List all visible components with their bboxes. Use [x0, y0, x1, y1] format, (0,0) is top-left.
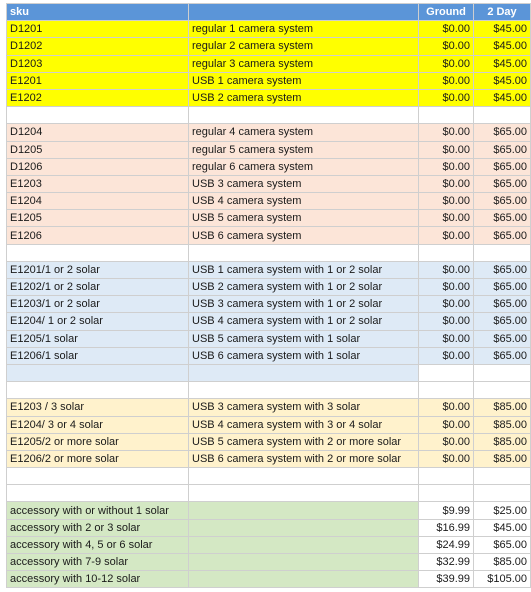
ground-cell[interactable]: $16.99 [419, 519, 474, 536]
header-row [7, 4, 531, 21]
two-day-cell[interactable]: $45.00 [474, 55, 531, 72]
table-row [7, 399, 531, 416]
sku-cell[interactable]: D1204 [7, 124, 189, 141]
table-row [7, 38, 531, 55]
empty-cell[interactable] [474, 107, 531, 124]
description-cell[interactable]: USB 4 camera system [189, 193, 419, 210]
sku-cell[interactable]: D1206 [7, 158, 189, 175]
sku-cell[interactable]: E1205/2 or more solar [7, 433, 189, 450]
two-day-cell[interactable]: $45.00 [474, 72, 531, 89]
two-day-cell[interactable]: $65.00 [474, 227, 531, 244]
table-row [7, 571, 531, 588]
empty-cell[interactable] [7, 485, 189, 502]
table-row [7, 210, 531, 227]
ground-cell[interactable]: $0.00 [419, 210, 474, 227]
ground-cell[interactable]: $0.00 [419, 347, 474, 364]
description-cell[interactable]: USB 4 camera system with 1 or 2 solar [189, 313, 419, 330]
empty-row [7, 485, 531, 502]
description-cell[interactable]: USB 5 camera system [189, 210, 419, 227]
empty-cell[interactable] [189, 244, 419, 261]
two-day-cell[interactable]: $65.00 [474, 536, 531, 553]
ground-cell[interactable]: $0.00 [419, 141, 474, 158]
table-row [7, 227, 531, 244]
sku-cell[interactable]: accessory with 10-12 solar [7, 571, 189, 588]
table-row [7, 141, 531, 158]
empty-cell[interactable] [474, 382, 531, 399]
ground-cell[interactable]: $0.00 [419, 55, 474, 72]
table-row [7, 502, 531, 519]
sku-cell[interactable]: accessory with or without 1 solar [7, 502, 189, 519]
two-day-cell[interactable]: $65.00 [474, 124, 531, 141]
two-day-cell[interactable]: $85.00 [474, 450, 531, 467]
empty-cell[interactable] [7, 382, 189, 399]
empty-row [7, 244, 531, 261]
two-day-cell[interactable]: $65.00 [474, 210, 531, 227]
sku-cell[interactable]: E1206/1 solar [7, 347, 189, 364]
ground-cell[interactable]: $0.00 [419, 261, 474, 278]
sku-cell[interactable]: E1201 [7, 72, 189, 89]
table-row [7, 296, 531, 313]
header-description[interactable] [189, 4, 419, 21]
sku-cell[interactable]: E1204/ 3 or 4 solar [7, 416, 189, 433]
two-day-cell[interactable]: $25.00 [474, 502, 531, 519]
description-cell[interactable] [189, 502, 419, 519]
table-row [7, 416, 531, 433]
description-cell[interactable]: USB 6 camera system with 1 solar [189, 347, 419, 364]
table-row [7, 124, 531, 141]
sku-cell[interactable]: E1206/2 or more solar [7, 450, 189, 467]
sku-cell[interactable]: D1203 [7, 55, 189, 72]
ground-cell[interactable]: $0.00 [419, 450, 474, 467]
ground-cell[interactable]: $24.99 [419, 536, 474, 553]
ground-cell[interactable]: $32.99 [419, 554, 474, 571]
two-day-cell[interactable]: $65.00 [474, 330, 531, 347]
table-row [7, 89, 531, 106]
empty-cell[interactable] [7, 468, 189, 485]
table-row [7, 279, 531, 296]
empty-cell[interactable] [474, 244, 531, 261]
sku-cell[interactable]: D1205 [7, 141, 189, 158]
two-day-cell[interactable]: $45.00 [474, 519, 531, 536]
description-cell[interactable]: USB 2 camera system with 1 or 2 solar [189, 279, 419, 296]
two-day-cell[interactable]: $65.00 [474, 347, 531, 364]
pricing-sheet [6, 3, 531, 588]
ground-cell[interactable]: $0.00 [419, 193, 474, 210]
two-day-cell[interactable]: $85.00 [474, 433, 531, 450]
ground-cell[interactable]: $0.00 [419, 227, 474, 244]
description-cell[interactable]: USB 1 camera system [189, 72, 419, 89]
empty-cell[interactable] [7, 364, 189, 381]
ground-cell[interactable]: $0.00 [419, 330, 474, 347]
two-day-cell[interactable]: $65.00 [474, 296, 531, 313]
ground-cell[interactable]: $0.00 [419, 21, 474, 38]
description-cell[interactable]: USB 5 camera system with 1 solar [189, 330, 419, 347]
description-cell[interactable]: USB 5 camera system with 2 or more solar [189, 433, 419, 450]
sku-cell[interactable]: E1204 [7, 193, 189, 210]
empty-cell[interactable] [419, 364, 474, 381]
description-cell[interactable] [189, 554, 419, 571]
ground-cell[interactable]: $0.00 [419, 279, 474, 296]
description-cell[interactable] [189, 536, 419, 553]
description-cell[interactable]: USB 1 camera system with 1 or 2 solar [189, 261, 419, 278]
empty-cell[interactable] [419, 468, 474, 485]
two-day-cell[interactable]: $85.00 [474, 399, 531, 416]
ground-cell[interactable]: $0.00 [419, 416, 474, 433]
header-2day[interactable]: 2 Day [474, 4, 531, 21]
empty-cell[interactable] [474, 364, 531, 381]
two-day-cell[interactable]: $85.00 [474, 416, 531, 433]
table-row [7, 72, 531, 89]
description-cell[interactable]: USB 3 camera system with 1 or 2 solar [189, 296, 419, 313]
ground-cell[interactable]: $9.99 [419, 502, 474, 519]
two-day-cell[interactable]: $65.00 [474, 261, 531, 278]
description-cell[interactable]: regular 5 camera system [189, 141, 419, 158]
ground-cell[interactable]: $0.00 [419, 175, 474, 192]
two-day-cell[interactable]: $45.00 [474, 21, 531, 38]
sku-cell[interactable]: E1203/1 or 2 solar [7, 296, 189, 313]
description-cell[interactable]: USB 3 camera system with 3 solar [189, 399, 419, 416]
sku-cell[interactable]: accessory with 4, 5 or 6 solar [7, 536, 189, 553]
description-cell[interactable]: USB 6 camera system with 2 or more solar [189, 450, 419, 467]
sku-cell[interactable]: accessory with 7-9 solar [7, 554, 189, 571]
table-row [7, 193, 531, 210]
table-row [7, 261, 531, 278]
empty-cell[interactable] [419, 107, 474, 124]
sku-cell[interactable]: E1203 / 3 solar [7, 399, 189, 416]
ground-cell[interactable]: $0.00 [419, 313, 474, 330]
table-row [7, 175, 531, 192]
two-day-cell[interactable]: $65.00 [474, 193, 531, 210]
empty-cell[interactable] [189, 107, 419, 124]
two-day-cell[interactable]: $65.00 [474, 141, 531, 158]
description-cell[interactable]: USB 3 camera system [189, 175, 419, 192]
empty-cell[interactable] [189, 485, 419, 502]
two-day-cell[interactable]: $45.00 [474, 89, 531, 106]
table-row [7, 330, 531, 347]
ground-cell[interactable]: $0.00 [419, 433, 474, 450]
empty-cell[interactable] [474, 468, 531, 485]
table-row [7, 519, 531, 536]
two-day-cell[interactable]: $65.00 [474, 313, 531, 330]
table-row [7, 21, 531, 38]
empty-cell[interactable] [419, 382, 474, 399]
empty-cell[interactable] [189, 364, 419, 381]
description-cell[interactable]: USB 2 camera system [189, 89, 419, 106]
ground-cell[interactable]: $0.00 [419, 399, 474, 416]
sku-cell[interactable]: E1202 [7, 89, 189, 106]
empty-cell[interactable] [189, 382, 419, 399]
empty-cell[interactable] [474, 485, 531, 502]
table-row [7, 554, 531, 571]
table-row [7, 347, 531, 364]
description-cell[interactable]: regular 6 camera system [189, 158, 419, 175]
header-ground[interactable]: Ground [419, 4, 474, 21]
sku-cell[interactable]: D1202 [7, 38, 189, 55]
empty-cell[interactable] [189, 468, 419, 485]
two-day-cell[interactable]: $85.00 [474, 554, 531, 571]
ground-cell[interactable]: $39.99 [419, 571, 474, 588]
sku-cell[interactable]: E1202/1 or 2 solar [7, 279, 189, 296]
empty-cell[interactable] [7, 244, 189, 261]
sku-cell[interactable]: E1203 [7, 175, 189, 192]
table-row [7, 313, 531, 330]
two-day-cell[interactable]: $105.00 [474, 571, 531, 588]
sku-cell[interactable]: E1201/1 or 2 solar [7, 261, 189, 278]
description-cell[interactable]: regular 1 camera system [189, 21, 419, 38]
table-row [7, 536, 531, 553]
ground-cell[interactable]: $0.00 [419, 72, 474, 89]
empty-cell[interactable] [419, 485, 474, 502]
two-day-cell[interactable]: $65.00 [474, 158, 531, 175]
header-sku[interactable]: sku [7, 4, 189, 21]
empty-row [7, 382, 531, 399]
two-day-cell[interactable]: $65.00 [474, 175, 531, 192]
empty-row [7, 468, 531, 485]
table-row [7, 158, 531, 175]
empty-cell[interactable] [7, 107, 189, 124]
empty-cell[interactable] [419, 244, 474, 261]
ground-cell[interactable]: $0.00 [419, 124, 474, 141]
table-row [7, 450, 531, 467]
description-cell[interactable] [189, 571, 419, 588]
description-cell[interactable] [189, 519, 419, 536]
ground-cell[interactable]: $0.00 [419, 296, 474, 313]
description-cell[interactable]: regular 3 camera system [189, 55, 419, 72]
empty-row [7, 107, 531, 124]
description-cell[interactable]: regular 2 camera system [189, 38, 419, 55]
ground-cell[interactable]: $0.00 [419, 89, 474, 106]
two-day-cell[interactable]: $45.00 [474, 38, 531, 55]
table-row [7, 433, 531, 450]
description-cell[interactable]: regular 4 camera system [189, 124, 419, 141]
ground-cell[interactable]: $0.00 [419, 38, 474, 55]
description-cell[interactable]: USB 4 camera system with 3 or 4 solar [189, 416, 419, 433]
description-cell[interactable]: USB 6 camera system [189, 227, 419, 244]
table-row [7, 55, 531, 72]
sku-cell[interactable]: accessory with 2 or 3 solar [7, 519, 189, 536]
sku-cell[interactable]: E1204/ 1 or 2 solar [7, 313, 189, 330]
ground-cell[interactable]: $0.00 [419, 158, 474, 175]
sku-cell[interactable]: D1201 [7, 21, 189, 38]
sku-cell[interactable]: E1206 [7, 227, 189, 244]
sku-cell[interactable]: E1205/1 solar [7, 330, 189, 347]
empty-row [7, 364, 531, 381]
two-day-cell[interactable]: $65.00 [474, 279, 531, 296]
sku-cell[interactable]: E1205 [7, 210, 189, 227]
